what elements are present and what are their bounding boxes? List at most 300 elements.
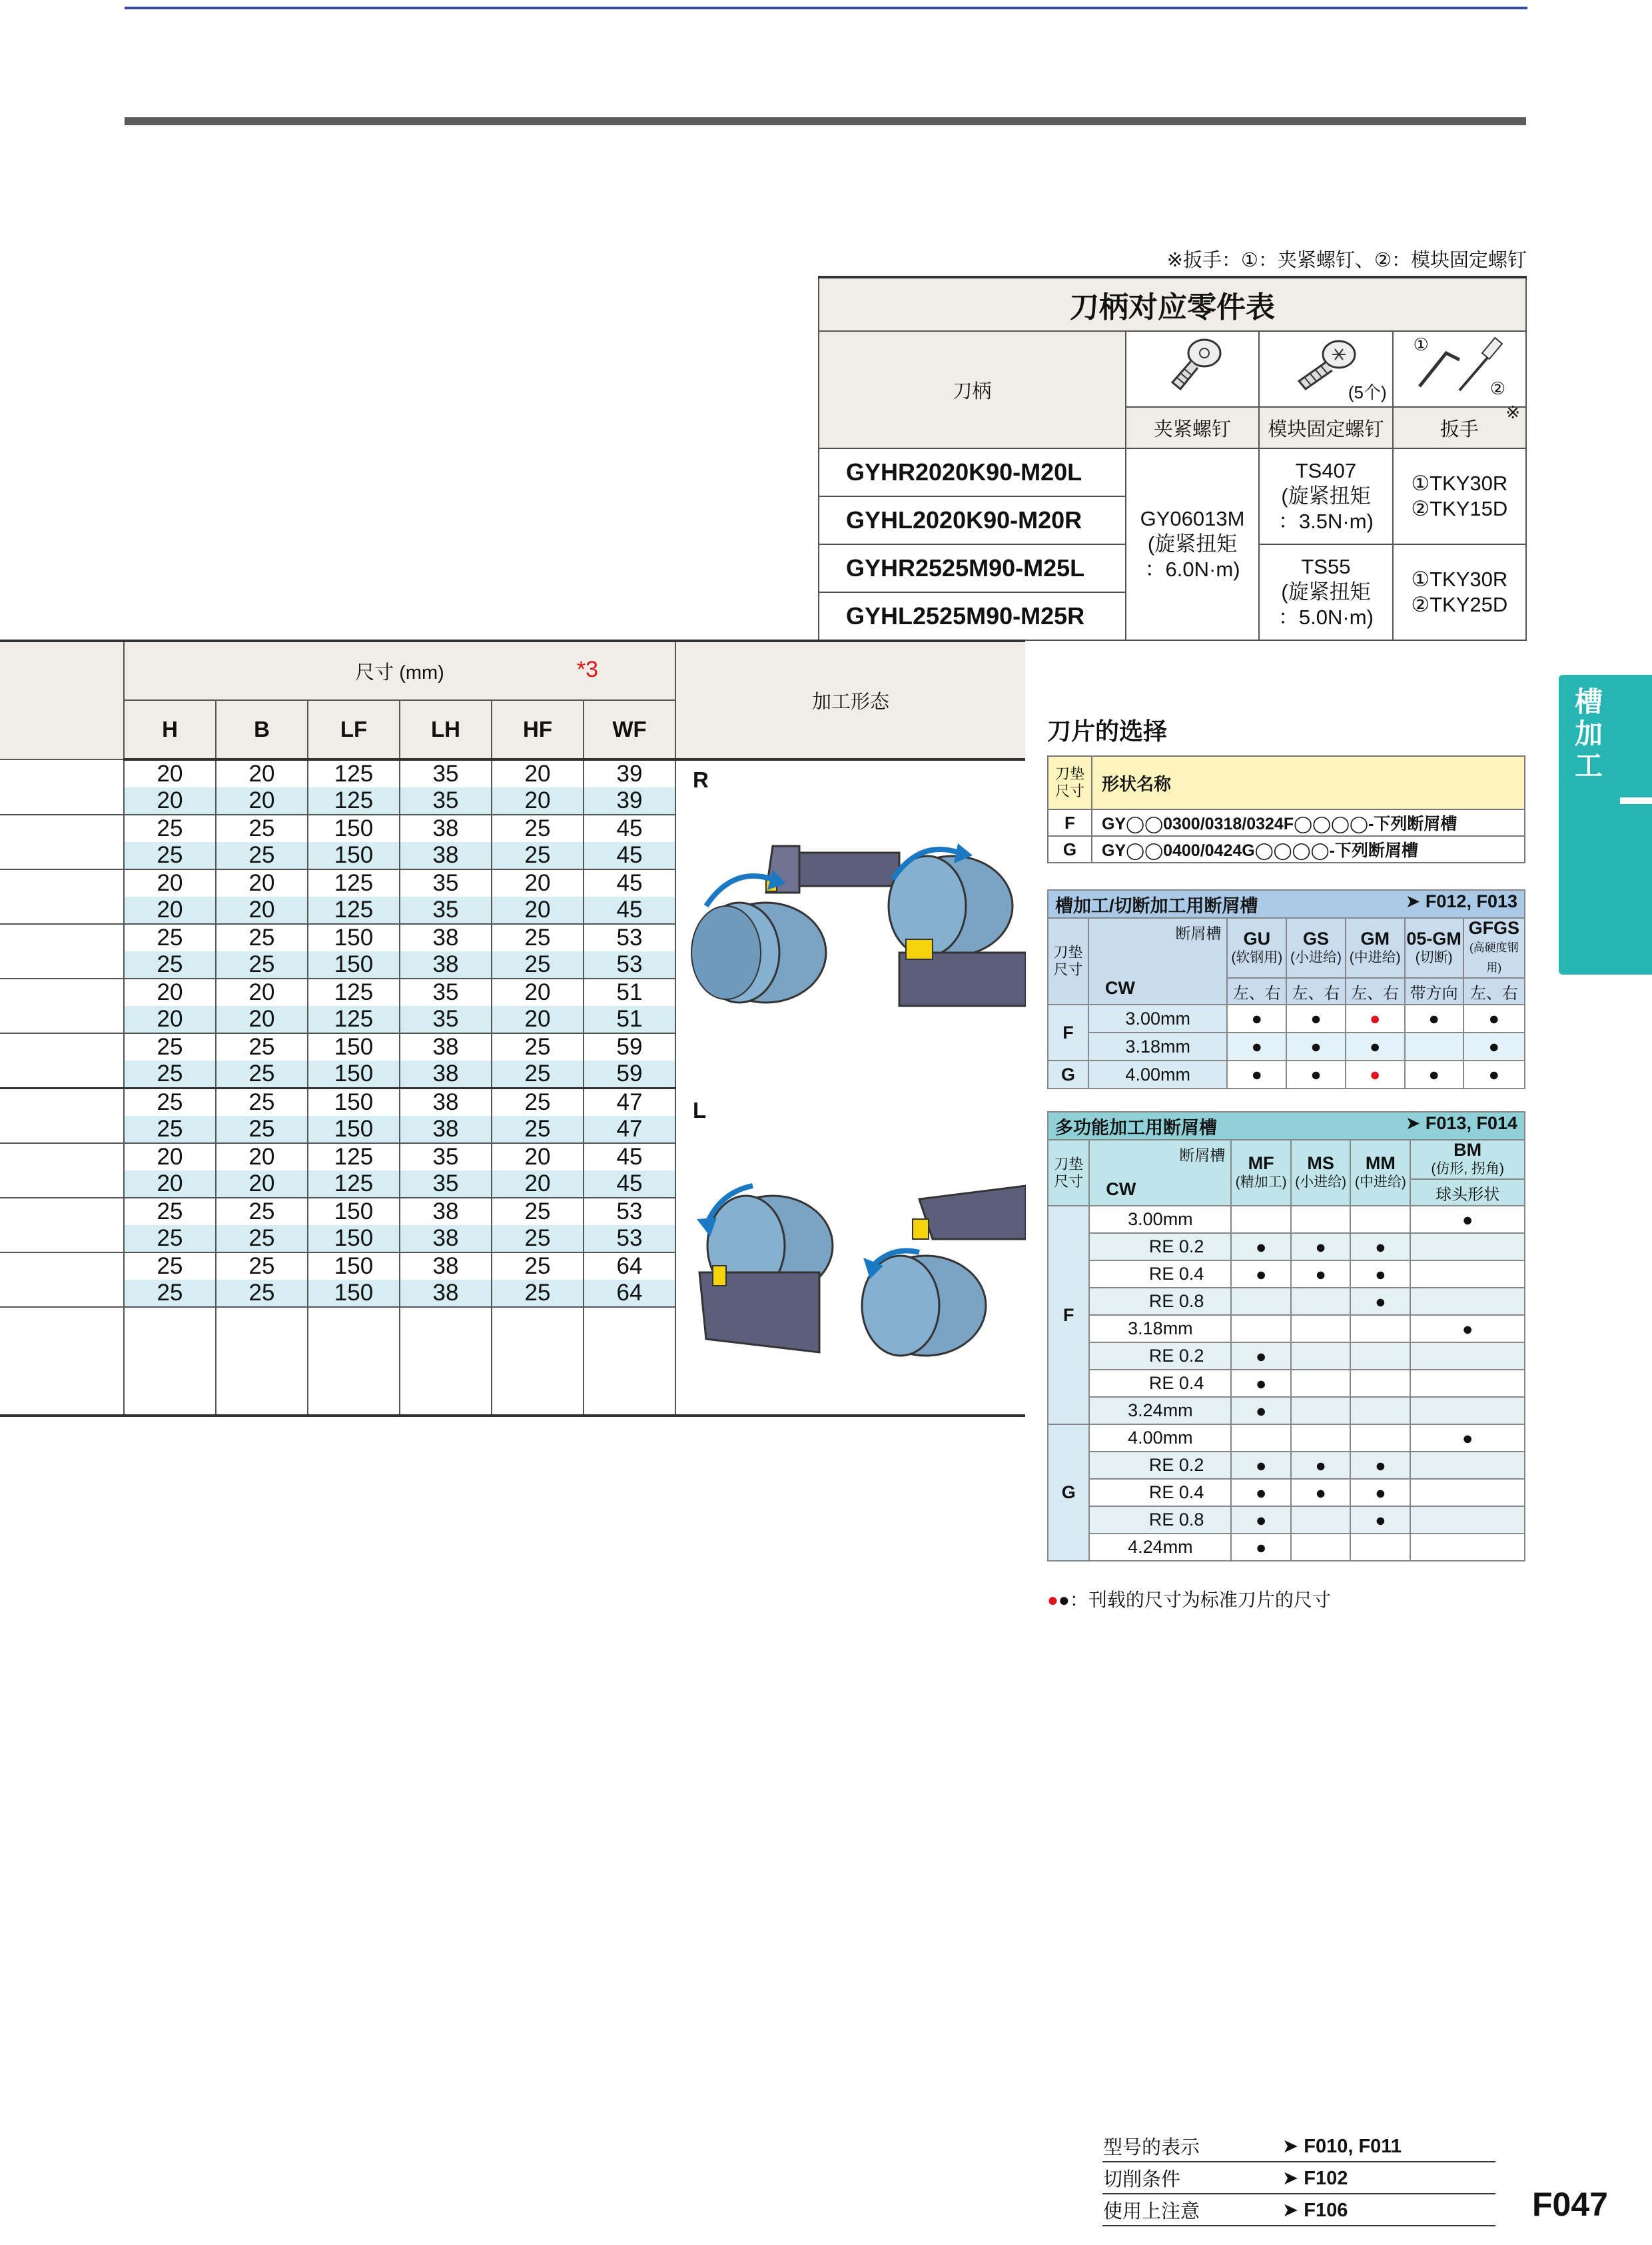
dim-cell-lf: 150	[308, 1061, 400, 1089]
shape-name-g: GY◯◯0400/0424G◯◯◯◯-下列断屑槽	[1092, 836, 1525, 863]
empty-cell	[492, 1388, 584, 1416]
availability-mark: ●	[1350, 1506, 1410, 1534]
row-blank	[0, 1307, 124, 1334]
clamp-torque-label: (旋紧扭矩	[1147, 532, 1238, 556]
cw-cell: RE 0.8	[1089, 1506, 1231, 1534]
parts-table	[818, 276, 1527, 641]
gm05-code: 05-GM	[1406, 928, 1461, 949]
empty-cell	[584, 1307, 675, 1334]
footnote-text: ●：刊载的尺寸为标准刀片的尺寸	[1058, 1589, 1331, 1610]
availability-mark: ●	[1350, 1479, 1410, 1506]
availability-mark: ●	[1463, 1005, 1525, 1033]
module-a-torque-value: ：3.5N·m)	[1278, 510, 1374, 533]
availability-mark	[1410, 1233, 1525, 1260]
availability-mark: ●	[1346, 1005, 1405, 1033]
dim-cell-lh: 35	[400, 787, 492, 815]
dim-cell-wf: 64	[584, 1252, 675, 1280]
dim-cell-h: 25	[124, 951, 216, 979]
availability-mark: ●	[1463, 1061, 1525, 1089]
col-lh: LH	[400, 700, 492, 759]
dim-cell-h: 25	[124, 1252, 216, 1280]
row-blank	[0, 1361, 124, 1388]
shape-name-f: GY◯◯0300/0318/0324F◯◯◯◯-下列断屑槽	[1092, 809, 1525, 836]
grooving-breaker-table	[1047, 889, 1525, 1089]
row-blank	[0, 1225, 124, 1252]
dims-blank-header	[0, 641, 124, 759]
row-blank	[0, 869, 124, 897]
row-blank	[0, 1334, 124, 1361]
empty-cell	[308, 1307, 400, 1334]
availability-mark: ●	[1291, 1479, 1351, 1506]
dim-cell-lh: 38	[400, 951, 492, 979]
dim-cell-h: 20	[124, 759, 216, 787]
availability-mark: ●	[1286, 1061, 1346, 1089]
dim-cell-hf: 25	[492, 1033, 584, 1061]
dim-cell-lh: 38	[400, 842, 492, 869]
dim-cell-lf: 125	[308, 869, 400, 897]
table-row	[1048, 1424, 1525, 1452]
row-blank	[0, 951, 124, 979]
module-screw-spec-b	[1259, 544, 1392, 640]
dim-cell-lf: 150	[308, 1280, 400, 1307]
table-row	[1048, 1506, 1525, 1534]
page-number: F047	[1532, 2186, 1608, 2223]
groove-a-ref: ➤ F012, F013	[1405, 891, 1517, 911]
availability-mark	[1350, 1424, 1410, 1452]
dim-cell-hf: 25	[492, 924, 584, 951]
cw-cell: 4.00mm	[1088, 1061, 1228, 1089]
dims-group-header	[124, 641, 675, 700]
availability-mark	[1291, 1288, 1351, 1315]
module-b-torque-value: ：5.0N·m)	[1278, 606, 1374, 629]
dim-cell-wf: 53	[584, 924, 675, 951]
standard-size-note	[1047, 1585, 1331, 1612]
empty-cell	[400, 1307, 492, 1334]
dim-cell-h: 25	[124, 1033, 216, 1061]
dim-cell-lh: 38	[400, 1033, 492, 1061]
groove-a-col-2	[1346, 918, 1405, 978]
availability-mark	[1291, 1506, 1351, 1534]
col-wrench-label: 扳手	[1440, 418, 1479, 440]
dim-cell-h: 25	[124, 924, 216, 951]
dim-cell-lh: 35	[400, 869, 492, 897]
row-blank	[0, 1252, 124, 1280]
dim-cell-wf: 47	[584, 1089, 675, 1117]
wrench-a-1: ①TKY30R	[1411, 472, 1508, 495]
empty-cell	[584, 1388, 675, 1416]
availability-mark: ●	[1231, 1233, 1290, 1260]
dim-cell-lf: 150	[308, 951, 400, 979]
reference-link[interactable]: ➤ F102	[1269, 2162, 1495, 2194]
dim-cell-hf: 25	[492, 1225, 584, 1252]
dim-cell-wf: 53	[584, 1225, 675, 1252]
col-b: B	[216, 700, 308, 759]
dim-cell-lf: 125	[308, 897, 400, 924]
dim-cell-lh: 38	[400, 1198, 492, 1225]
dim-cell-hf: 20	[492, 1143, 584, 1170]
cw-cell: 3.18mm	[1089, 1315, 1231, 1342]
dim-cell-wf: 47	[584, 1116, 675, 1143]
availability-mark: ●	[1463, 1033, 1525, 1061]
dim-cell-wf: 51	[584, 1006, 675, 1033]
tab-char-3: 工	[1574, 750, 1603, 781]
module-b-code: TS55	[1301, 555, 1351, 578]
col-wf: WF	[584, 700, 675, 759]
dim-cell-h: 20	[124, 1006, 216, 1033]
wrench-num-2: ②	[1489, 378, 1505, 398]
availability-mark: ●	[1231, 1479, 1290, 1506]
dim-cell-h: 20	[124, 897, 216, 924]
dim-cell-hf: 25	[492, 1116, 584, 1143]
availability-mark	[1350, 1342, 1410, 1370]
cw-cell: RE 0.4	[1089, 1479, 1231, 1506]
availability-mark: ●	[1231, 1534, 1290, 1561]
dim-cell-lf: 125	[308, 1006, 400, 1033]
dim-cell-lh: 35	[400, 979, 492, 1006]
reference-row[interactable]	[1102, 2194, 1495, 2226]
dims-group-label: 尺寸 (mm)	[355, 662, 444, 683]
groove-b-ref: ➤ F013, F014	[1405, 1113, 1517, 1133]
availability-mark: ●	[1291, 1260, 1351, 1288]
dim-cell-h: 20	[124, 787, 216, 815]
shape-header: 加工形态	[675, 641, 1025, 759]
module-screw-image	[1259, 331, 1392, 407]
dim-cell-h: 25	[124, 815, 216, 842]
multi-function-breaker-table	[1047, 1111, 1525, 1562]
dim-cell-wf: 53	[584, 1198, 675, 1225]
availability-mark	[1291, 1206, 1351, 1233]
dim-cell-h: 20	[124, 1170, 216, 1198]
availability-mark	[1231, 1288, 1290, 1315]
row-blank	[0, 1143, 124, 1170]
selection-title: 刀片的选择	[1047, 717, 1168, 745]
availability-mark	[1410, 1260, 1525, 1288]
dim-cell-hf: 25	[492, 842, 584, 869]
dim-cell-b: 20	[216, 787, 308, 815]
reference-label: 切削条件	[1102, 2162, 1269, 2194]
dim-cell-lf: 150	[308, 842, 400, 869]
gfgs-code: GFGS	[1468, 918, 1520, 938]
dim-cell-b: 20	[216, 979, 308, 1006]
availability-mark	[1291, 1370, 1351, 1397]
top-rule	[125, 7, 1527, 9]
dim-cell-h: 25	[124, 1198, 216, 1225]
groove-a-title: 槽加工/切断加工用断屑槽	[1055, 895, 1258, 916]
dim-cell-lh: 35	[400, 759, 492, 787]
dim-cell-wf: 39	[584, 787, 675, 815]
gs-dir: 左、右	[1286, 978, 1346, 1005]
col-wrench	[1393, 402, 1526, 448]
reference-link[interactable]: ➤ F010, F011	[1269, 2130, 1495, 2162]
empty-cell	[124, 1361, 216, 1388]
dim-cell-lh: 38	[400, 924, 492, 951]
clamp-screw-image	[1126, 331, 1259, 407]
availability-mark	[1410, 1452, 1525, 1479]
dim-cell-b: 25	[216, 1252, 308, 1280]
dim-cell-b: 20	[216, 1170, 308, 1198]
dim-cell-wf: 45	[584, 842, 675, 869]
col-holder: 刀柄	[819, 331, 1126, 448]
cw-cell: 3.18mm	[1088, 1033, 1228, 1061]
wrench-b-1: ①TKY30R	[1411, 568, 1508, 591]
empty-cell	[492, 1307, 584, 1334]
empty-cell	[400, 1388, 492, 1416]
empty-cell	[216, 1361, 308, 1388]
availability-mark: ●	[1231, 1452, 1290, 1479]
dim-cell-hf: 20	[492, 1006, 584, 1033]
groove-a-col-0	[1227, 918, 1286, 978]
dim-cell-h: 20	[124, 1143, 216, 1170]
dim-cell-lh: 38	[400, 815, 492, 842]
section-tab-notch	[1620, 797, 1652, 804]
dim-cell-wf: 53	[584, 951, 675, 979]
wrench-image	[1393, 331, 1526, 407]
availability-mark: ●	[1231, 1260, 1290, 1288]
gu-dir: 左、右	[1227, 978, 1286, 1005]
empty-cell	[400, 1361, 492, 1388]
cw-cell: 3.24mm	[1089, 1397, 1231, 1424]
groove-b-seat-header: 刀垫尺寸	[1048, 1140, 1089, 1206]
availability-mark: ●	[1291, 1233, 1351, 1260]
empty-cell	[308, 1334, 400, 1361]
shape-seat-f: F	[1048, 809, 1092, 836]
wrench-note: ※扳手：①：夹紧螺钉、②：模块固定螺钉	[1166, 250, 1527, 271]
module-screw-spec-a	[1259, 448, 1392, 544]
bm-code: BM	[1453, 1140, 1482, 1160]
table-row	[1048, 1260, 1525, 1288]
row-blank	[0, 897, 124, 924]
gfgs-sub: (高硬度钢用)	[1469, 941, 1519, 974]
table-row	[1048, 1288, 1525, 1315]
clamp-screw-icon	[1152, 334, 1232, 398]
dim-cell-h: 25	[124, 1061, 216, 1089]
mf-code: MF	[1248, 1153, 1274, 1173]
dim-cell-wf: 59	[584, 1033, 675, 1061]
dim-cell-lh: 35	[400, 897, 492, 924]
table-row	[1048, 1342, 1525, 1370]
availability-mark	[1291, 1424, 1351, 1452]
dim-cell-b: 25	[216, 1033, 308, 1061]
cw-cell: RE 0.4	[1089, 1260, 1231, 1288]
dim-cell-wf: 45	[584, 897, 675, 924]
seat-cell: F	[1048, 1206, 1089, 1424]
availability-mark: ●	[1291, 1452, 1351, 1479]
module-a-code: TS407	[1295, 459, 1357, 482]
seat-cell: G	[1048, 1061, 1088, 1089]
section-tab-label	[1565, 686, 1612, 782]
availability-mark	[1231, 1206, 1290, 1233]
left-hand-illustration	[679, 1172, 1026, 1372]
wrench-a-2: ②TKY15D	[1411, 497, 1508, 520]
dim-cell-lf: 125	[308, 979, 400, 1006]
dim-cell-lh: 38	[400, 1061, 492, 1089]
groove-b-title: 多功能加工用断屑槽	[1055, 1117, 1217, 1138]
table-row	[1048, 1370, 1525, 1397]
empty-cell	[584, 1361, 675, 1388]
groove-a-col-3	[1405, 918, 1463, 978]
model-1: GYHL2020K90-M20R	[819, 496, 1126, 544]
gm05-dir: 带方向	[1405, 978, 1463, 1005]
cw-cell: 4.00mm	[1089, 1424, 1231, 1452]
groove-a-corner-header	[1088, 918, 1228, 1005]
dim-cell-lh: 38	[400, 1280, 492, 1307]
dim-cell-lf: 125	[308, 1143, 400, 1170]
availability-mark: ●	[1227, 1061, 1286, 1089]
module-a-torque-label: (旋紧扭矩	[1281, 484, 1371, 508]
dim-cell-b: 25	[216, 924, 308, 951]
ms-sub: (小进给)	[1295, 1174, 1347, 1190]
row-blank	[0, 1061, 124, 1089]
availability-mark	[1350, 1206, 1410, 1233]
row-blank	[0, 1388, 124, 1416]
availability-mark: ●	[1286, 1005, 1346, 1033]
reference-row[interactable]	[1102, 2162, 1495, 2194]
dim-cell-hf: 20	[492, 979, 584, 1006]
wrench-b-2: ②TKY25D	[1411, 593, 1508, 616]
dim-cell-lf: 150	[308, 815, 400, 842]
groove-a-col-4	[1463, 918, 1525, 978]
dim-cell-lf: 125	[308, 759, 400, 787]
dim-cell-b: 25	[216, 1061, 308, 1089]
dim-cell-b: 20	[216, 869, 308, 897]
wrench-spec-a	[1393, 448, 1526, 544]
table-row	[1048, 1315, 1525, 1342]
groove-b-cw-label: CW	[1106, 1179, 1136, 1199]
clamp-screw-spec	[1126, 448, 1259, 640]
groove-b-col-3	[1410, 1140, 1525, 1179]
availability-mark	[1410, 1288, 1525, 1315]
parts-title: 刀柄对应零件表	[819, 277, 1526, 331]
availability-mark	[1291, 1397, 1351, 1424]
availability-mark: ●	[1405, 1005, 1463, 1033]
empty-cell	[124, 1388, 216, 1416]
availability-mark	[1410, 1534, 1525, 1561]
dim-cell-b: 25	[216, 1089, 308, 1117]
dim-cell-wf: 45	[584, 1143, 675, 1170]
groove-a-seat-header: 刀垫尺寸	[1048, 918, 1088, 1005]
dim-cell-b: 25	[216, 1198, 308, 1225]
empty-cell	[400, 1334, 492, 1361]
mf-sub: (精加工)	[1235, 1174, 1287, 1190]
reference-row[interactable]	[1102, 2130, 1495, 2162]
dim-cell-lf: 125	[308, 787, 400, 815]
empty-cell	[216, 1388, 308, 1416]
label-l: L	[693, 1098, 707, 1122]
label-r: R	[693, 767, 709, 792]
dim-cell-hf: 20	[492, 869, 584, 897]
mm-sub: (中进给)	[1354, 1174, 1406, 1190]
groove-b-col-0	[1231, 1140, 1290, 1206]
dim-cell-wf: 64	[584, 1280, 675, 1307]
availability-mark: ●	[1231, 1506, 1290, 1534]
availability-mark: ●	[1350, 1233, 1410, 1260]
wrench-mark: ※	[1505, 402, 1520, 422]
availability-mark	[1231, 1315, 1290, 1342]
dim-cell-hf: 25	[492, 1252, 584, 1280]
availability-mark	[1410, 1370, 1525, 1397]
dim-cell-hf: 20	[492, 897, 584, 924]
groove-a-col-1	[1286, 918, 1346, 978]
dim-cell-b: 20	[216, 1006, 308, 1033]
row-blank	[0, 979, 124, 1006]
reference-label: 使用上注意	[1102, 2194, 1269, 2226]
gm-dir: 左、右	[1346, 978, 1405, 1005]
dim-cell-hf: 25	[492, 1089, 584, 1117]
module-b-torque-label: (旋紧扭矩	[1281, 580, 1371, 604]
availability-mark: ●	[1350, 1452, 1410, 1479]
empty-cell	[124, 1334, 216, 1361]
dim-cell-lf: 150	[308, 1225, 400, 1252]
availability-mark	[1410, 1506, 1525, 1534]
seat-cell: F	[1048, 1005, 1088, 1061]
tab-char-2: 加	[1574, 718, 1603, 749]
dim-cell-h: 25	[124, 1116, 216, 1143]
dim-cell-b: 20	[216, 759, 308, 787]
dim-cell-hf: 20	[492, 1170, 584, 1198]
dim-cell-wf: 45	[584, 815, 675, 842]
cw-cell: RE 0.2	[1089, 1233, 1231, 1260]
dim-cell-lf: 150	[308, 1198, 400, 1225]
cw-cell: RE 0.8	[1089, 1288, 1231, 1315]
dim-cell-lf: 150	[308, 1089, 400, 1117]
dim-cell-hf: 25	[492, 815, 584, 842]
col-hf: HF	[492, 700, 584, 759]
dim-cell-wf: 39	[584, 759, 675, 787]
groove-b-col-2	[1350, 1140, 1410, 1206]
wrench-spec-b	[1393, 544, 1526, 640]
availability-mark: ●	[1410, 1424, 1525, 1452]
groove-b-body	[1048, 1206, 1525, 1561]
availability-mark	[1231, 1424, 1290, 1452]
tab-char-1: 槽	[1574, 686, 1603, 717]
red-dot-icon: ●	[1047, 1589, 1058, 1610]
row-blank	[0, 1006, 124, 1033]
availability-mark	[1410, 1479, 1525, 1506]
dim-cell-b: 25	[216, 1116, 308, 1143]
insert-shape-table	[1047, 755, 1525, 863]
dim-cell-h: 25	[124, 1225, 216, 1252]
dims-note-mark: *3	[576, 657, 598, 682]
empty-cell	[308, 1388, 400, 1416]
gm-code: GM	[1360, 928, 1390, 949]
table-row	[1048, 1534, 1525, 1561]
cw-cell: 3.00mm	[1088, 1005, 1228, 1033]
table-row	[1048, 1206, 1525, 1233]
mm-code: MM	[1365, 1153, 1396, 1173]
gm05-sub: (切断)	[1415, 949, 1453, 965]
dim-cell-lh: 35	[400, 1170, 492, 1198]
row-blank	[0, 1089, 124, 1117]
shape-name-header: 形状名称	[1092, 756, 1525, 809]
empty-cell	[308, 1361, 400, 1388]
reference-list	[1102, 2130, 1495, 2226]
availability-mark: ●	[1227, 1005, 1286, 1033]
shape-seat-g: G	[1048, 836, 1092, 863]
cw-cell: 3.00mm	[1089, 1206, 1231, 1233]
availability-mark: ●	[1346, 1061, 1405, 1089]
reference-link[interactable]: ➤ F106	[1269, 2194, 1495, 2226]
dim-cell-b: 20	[216, 1143, 308, 1170]
availability-mark: ●	[1227, 1033, 1286, 1061]
empty-cell	[584, 1334, 675, 1361]
cw-cell: RE 0.4	[1089, 1370, 1231, 1397]
availability-mark	[1291, 1315, 1351, 1342]
right-hand-illustration	[679, 826, 1026, 1026]
table-row	[1048, 1005, 1525, 1033]
dim-cell-lf: 125	[308, 1170, 400, 1198]
dim-cell-lh: 38	[400, 1116, 492, 1143]
dim-cell-hf: 20	[492, 787, 584, 815]
